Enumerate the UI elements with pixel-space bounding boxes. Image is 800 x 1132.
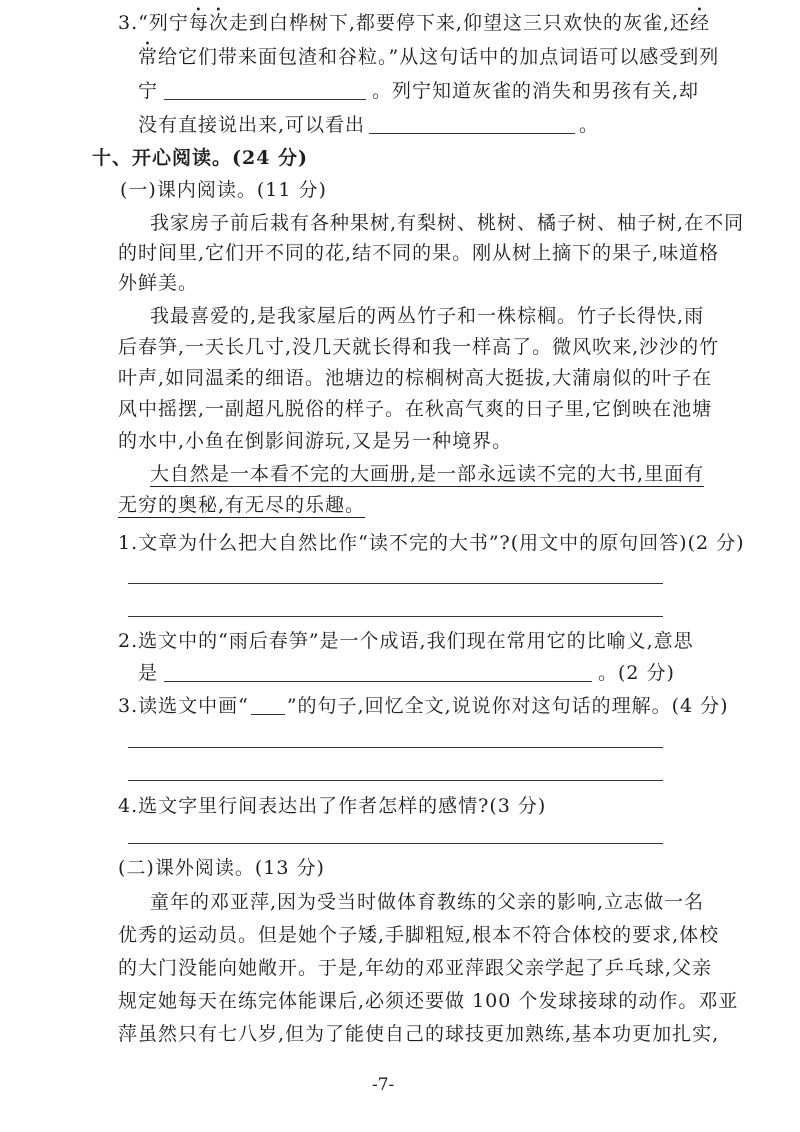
prev-q3-line4 xyxy=(138,112,599,138)
question-2-line1: 2.选文中的“雨后春笋”是一个成语,我们现在常用它的比喻义,意思 xyxy=(118,630,694,652)
text: 没有直接说出来,可以看出 xyxy=(138,114,366,136)
prev-q3-line3 xyxy=(138,78,699,104)
text: 走到白桦树下,都要停下来,仰望这三只欢快的灰雀,还 xyxy=(228,12,690,34)
passage-line: 的水中,小鱼在倒影间游玩,又是另一种境界。 xyxy=(118,430,513,452)
answer-line[interactable] xyxy=(128,583,663,584)
page-number: -7- xyxy=(372,1075,395,1095)
underline-sample xyxy=(251,696,285,715)
text: 3.“列宁 xyxy=(118,12,189,34)
answer-blank[interactable] xyxy=(164,663,592,682)
passage-line: 童年的邓亚萍,因为受当时做体育教练的父亲的影响,立志做一名 xyxy=(150,891,705,913)
prev-q3-line2 xyxy=(138,44,719,70)
part2-title: (二)课外阅读。(13 分) xyxy=(118,857,325,879)
part1-title: (一)课内阅读。(11 分) xyxy=(120,179,327,201)
passage-line: 的时间里,它们开不同的花,结不同的果。刚从树上摘下的果子,味道格 xyxy=(118,242,720,264)
passage-line: 后春笋,一天长几寸,没几天就长得和我一样高了。微风吹来,沙沙的竹 xyxy=(118,336,720,358)
passage-line: 叶声,如同温柔的细语。池塘边的棕榈树高大挺拔,大蒲扇似的叶子在 xyxy=(118,367,713,389)
text: 。列宁知道灰雀的消失和男孩有关,却 xyxy=(372,80,700,102)
answer-line[interactable] xyxy=(128,780,663,781)
passage-line: 规定她每天在练完体能课后,必须还要做 100 个发球接球的动作。邓亚 xyxy=(118,990,739,1012)
dotted-char: 每 xyxy=(188,12,209,34)
question-1: 1.文章为什么把大自然比作“读不完的大书”?(用文中的原句回答)(2 分) xyxy=(118,532,745,554)
question-3 xyxy=(118,693,729,719)
passage-line: 外鲜美。 xyxy=(118,272,199,294)
answer-line[interactable] xyxy=(128,616,663,617)
text: 。 xyxy=(579,114,600,136)
answer-line[interactable] xyxy=(128,747,663,748)
text: 。(2 分) xyxy=(598,662,675,684)
dotted-char: 经 xyxy=(690,12,711,34)
question-2-line2 xyxy=(138,660,675,686)
answer-blank[interactable] xyxy=(369,115,575,134)
text: 是 xyxy=(138,662,159,684)
passage-line: 风中摇摆,一副超凡脱俗的样子。在秋高气爽的日子里,它倒映在池塘 xyxy=(118,398,713,420)
dotted-char: 常 xyxy=(138,46,159,68)
text: 大自然是一本看不完的大画册,是一部永远读不完的大书,里面有 xyxy=(150,463,705,485)
passage-line: 我家房子前后栽有各种果树,有梨树、桃树、橘子树、柚子树,在不同 xyxy=(150,212,745,234)
text: 无穷的奥秘,有无尽的乐趣。 xyxy=(118,494,366,516)
passage-line: 优秀的运动员。但是她个子矮,手脚粗短,根本不符合体校的要求,体校 xyxy=(118,924,720,946)
passage-line: 我最喜爱的,是我家屋后的两丛竹子和一株棕榈。竹子长得快,雨 xyxy=(150,305,705,327)
text: 3.读选文中画“ xyxy=(118,695,249,717)
question-4: 4.选文字里行间表达出了作者怎样的感情?(3 分) xyxy=(118,795,547,817)
underlined-sentence xyxy=(150,461,704,487)
dotted-char: 次 xyxy=(208,12,229,34)
answer-line[interactable] xyxy=(128,843,663,844)
prev-q3-line1 xyxy=(118,10,710,36)
text: ”的句子,回忆全文,说说你对这句话的理解。(4 分) xyxy=(286,695,729,717)
underlined-sentence xyxy=(118,492,365,518)
passage-line: 萍虽然只有七八岁,但为了能使自己的球技更加熟练,基本功更加扎实, xyxy=(118,1023,720,1045)
text: 宁 xyxy=(138,80,159,102)
passage-line: 的大门没能向她敞开。于是,年幼的邓亚萍跟父亲学起了乒乓球,父亲 xyxy=(118,957,713,979)
text: 给它们带来面包渣和谷粒。”从这句话中的加点词语可以感受到列 xyxy=(158,46,720,68)
answer-blank[interactable] xyxy=(164,81,366,100)
section-title: 十、开心阅读。(24 分) xyxy=(92,147,309,169)
